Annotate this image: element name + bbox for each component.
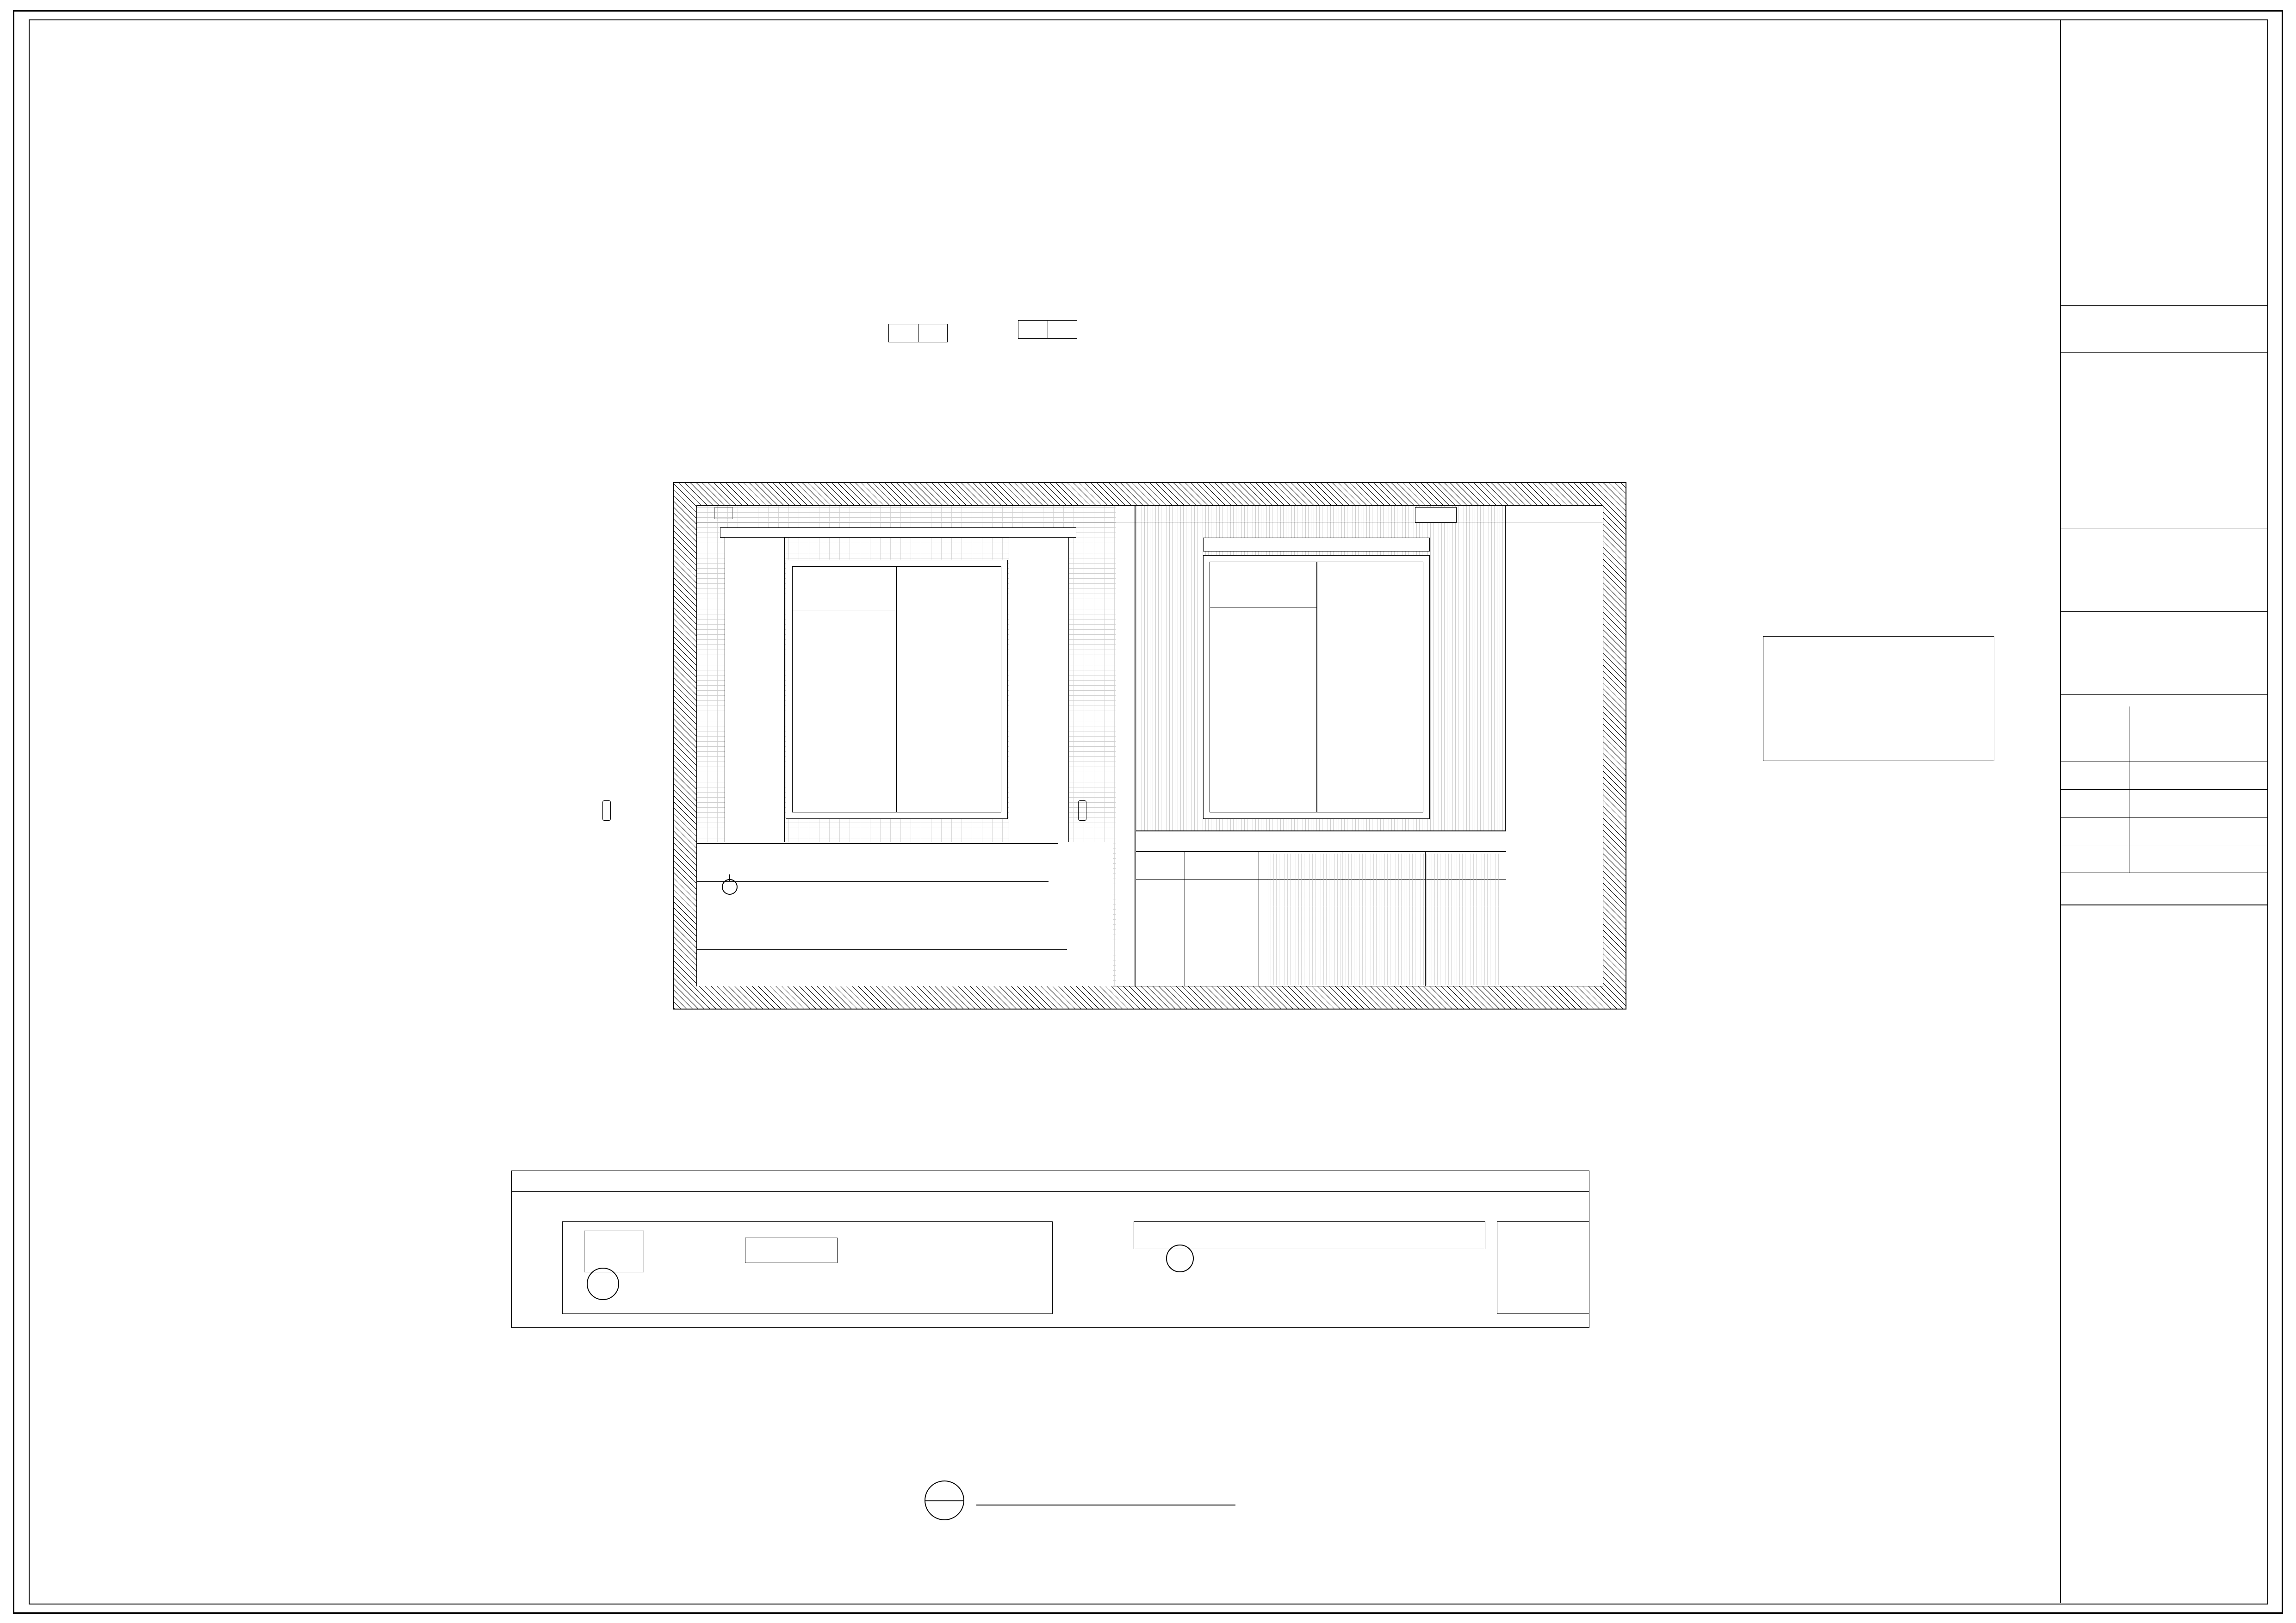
- dresser-counter: [1136, 851, 1506, 852]
- project-row: [2061, 353, 2267, 431]
- signature-row-1: [2061, 734, 2267, 762]
- bed-top-line: [697, 843, 1058, 844]
- logo-area: [2061, 19, 2267, 306]
- plan-wall-line: [511, 1191, 1589, 1192]
- signature-row-3: [2061, 790, 2267, 818]
- signature-key-2: [2061, 762, 2129, 789]
- view-reference-divider: [925, 1500, 964, 1501]
- drawing-title-row: [2061, 431, 2267, 528]
- signature-key-1: [2061, 734, 2129, 762]
- wall-divider-line: [1135, 506, 1136, 986]
- detail-section-box: [1763, 636, 1994, 761]
- signature-key-3: [2061, 790, 2129, 817]
- roller-blind-box: [1203, 538, 1430, 551]
- ceiling-detail-left: [714, 507, 733, 519]
- dresser-top: [1136, 830, 1506, 831]
- dresser-texture: [1268, 854, 1499, 985]
- curtain-left: [725, 534, 785, 867]
- signature-key-5: [2061, 845, 2129, 873]
- bed-base-line: [697, 949, 1067, 950]
- signature-row-0: [2061, 706, 2267, 734]
- plan-cabinet: [1497, 1221, 1589, 1314]
- series-row: [2061, 306, 2267, 353]
- plan-lamp-circle: [587, 1268, 619, 1300]
- signature-key-4: [2061, 818, 2129, 845]
- signature-key-0: [2061, 706, 2129, 734]
- scale-row: [2061, 528, 2267, 612]
- window-mullion-vertical: [896, 566, 897, 812]
- curtain-tieback-left: [602, 800, 611, 821]
- metal-tag: [1018, 320, 1077, 339]
- window-mullion-vertical-right: [1316, 562, 1317, 812]
- plan-stool-circle: [1166, 1245, 1194, 1272]
- metal-tag-num: [1048, 321, 1077, 338]
- lamp-stem: [729, 874, 730, 881]
- curtain-rail: [720, 527, 1076, 538]
- plan-dresser: [1134, 1221, 1485, 1249]
- signature-row-4: [2061, 818, 2267, 845]
- paint-tag: [888, 324, 948, 342]
- bed-block: [697, 842, 1113, 986]
- plan-nightstand: [584, 1231, 644, 1272]
- paint-tag-code: [889, 324, 918, 342]
- drawing-no-row: [2061, 612, 2267, 695]
- signature-row-5: [2061, 845, 2267, 873]
- curtain-tieback-right: [1078, 800, 1086, 821]
- metal-tag-code: [1018, 321, 1048, 338]
- plan-bed-headboard: [745, 1238, 838, 1263]
- title-block: [2060, 19, 2267, 1603]
- access-panel: [1415, 507, 1457, 523]
- window-inner-frame: [792, 566, 1001, 812]
- remark-row: [2061, 873, 2267, 905]
- bedside-lamp-icon: [722, 879, 738, 895]
- bed-mattress-line: [697, 881, 1049, 882]
- paint-tag-num: [918, 324, 948, 342]
- signature-row-2: [2061, 762, 2267, 790]
